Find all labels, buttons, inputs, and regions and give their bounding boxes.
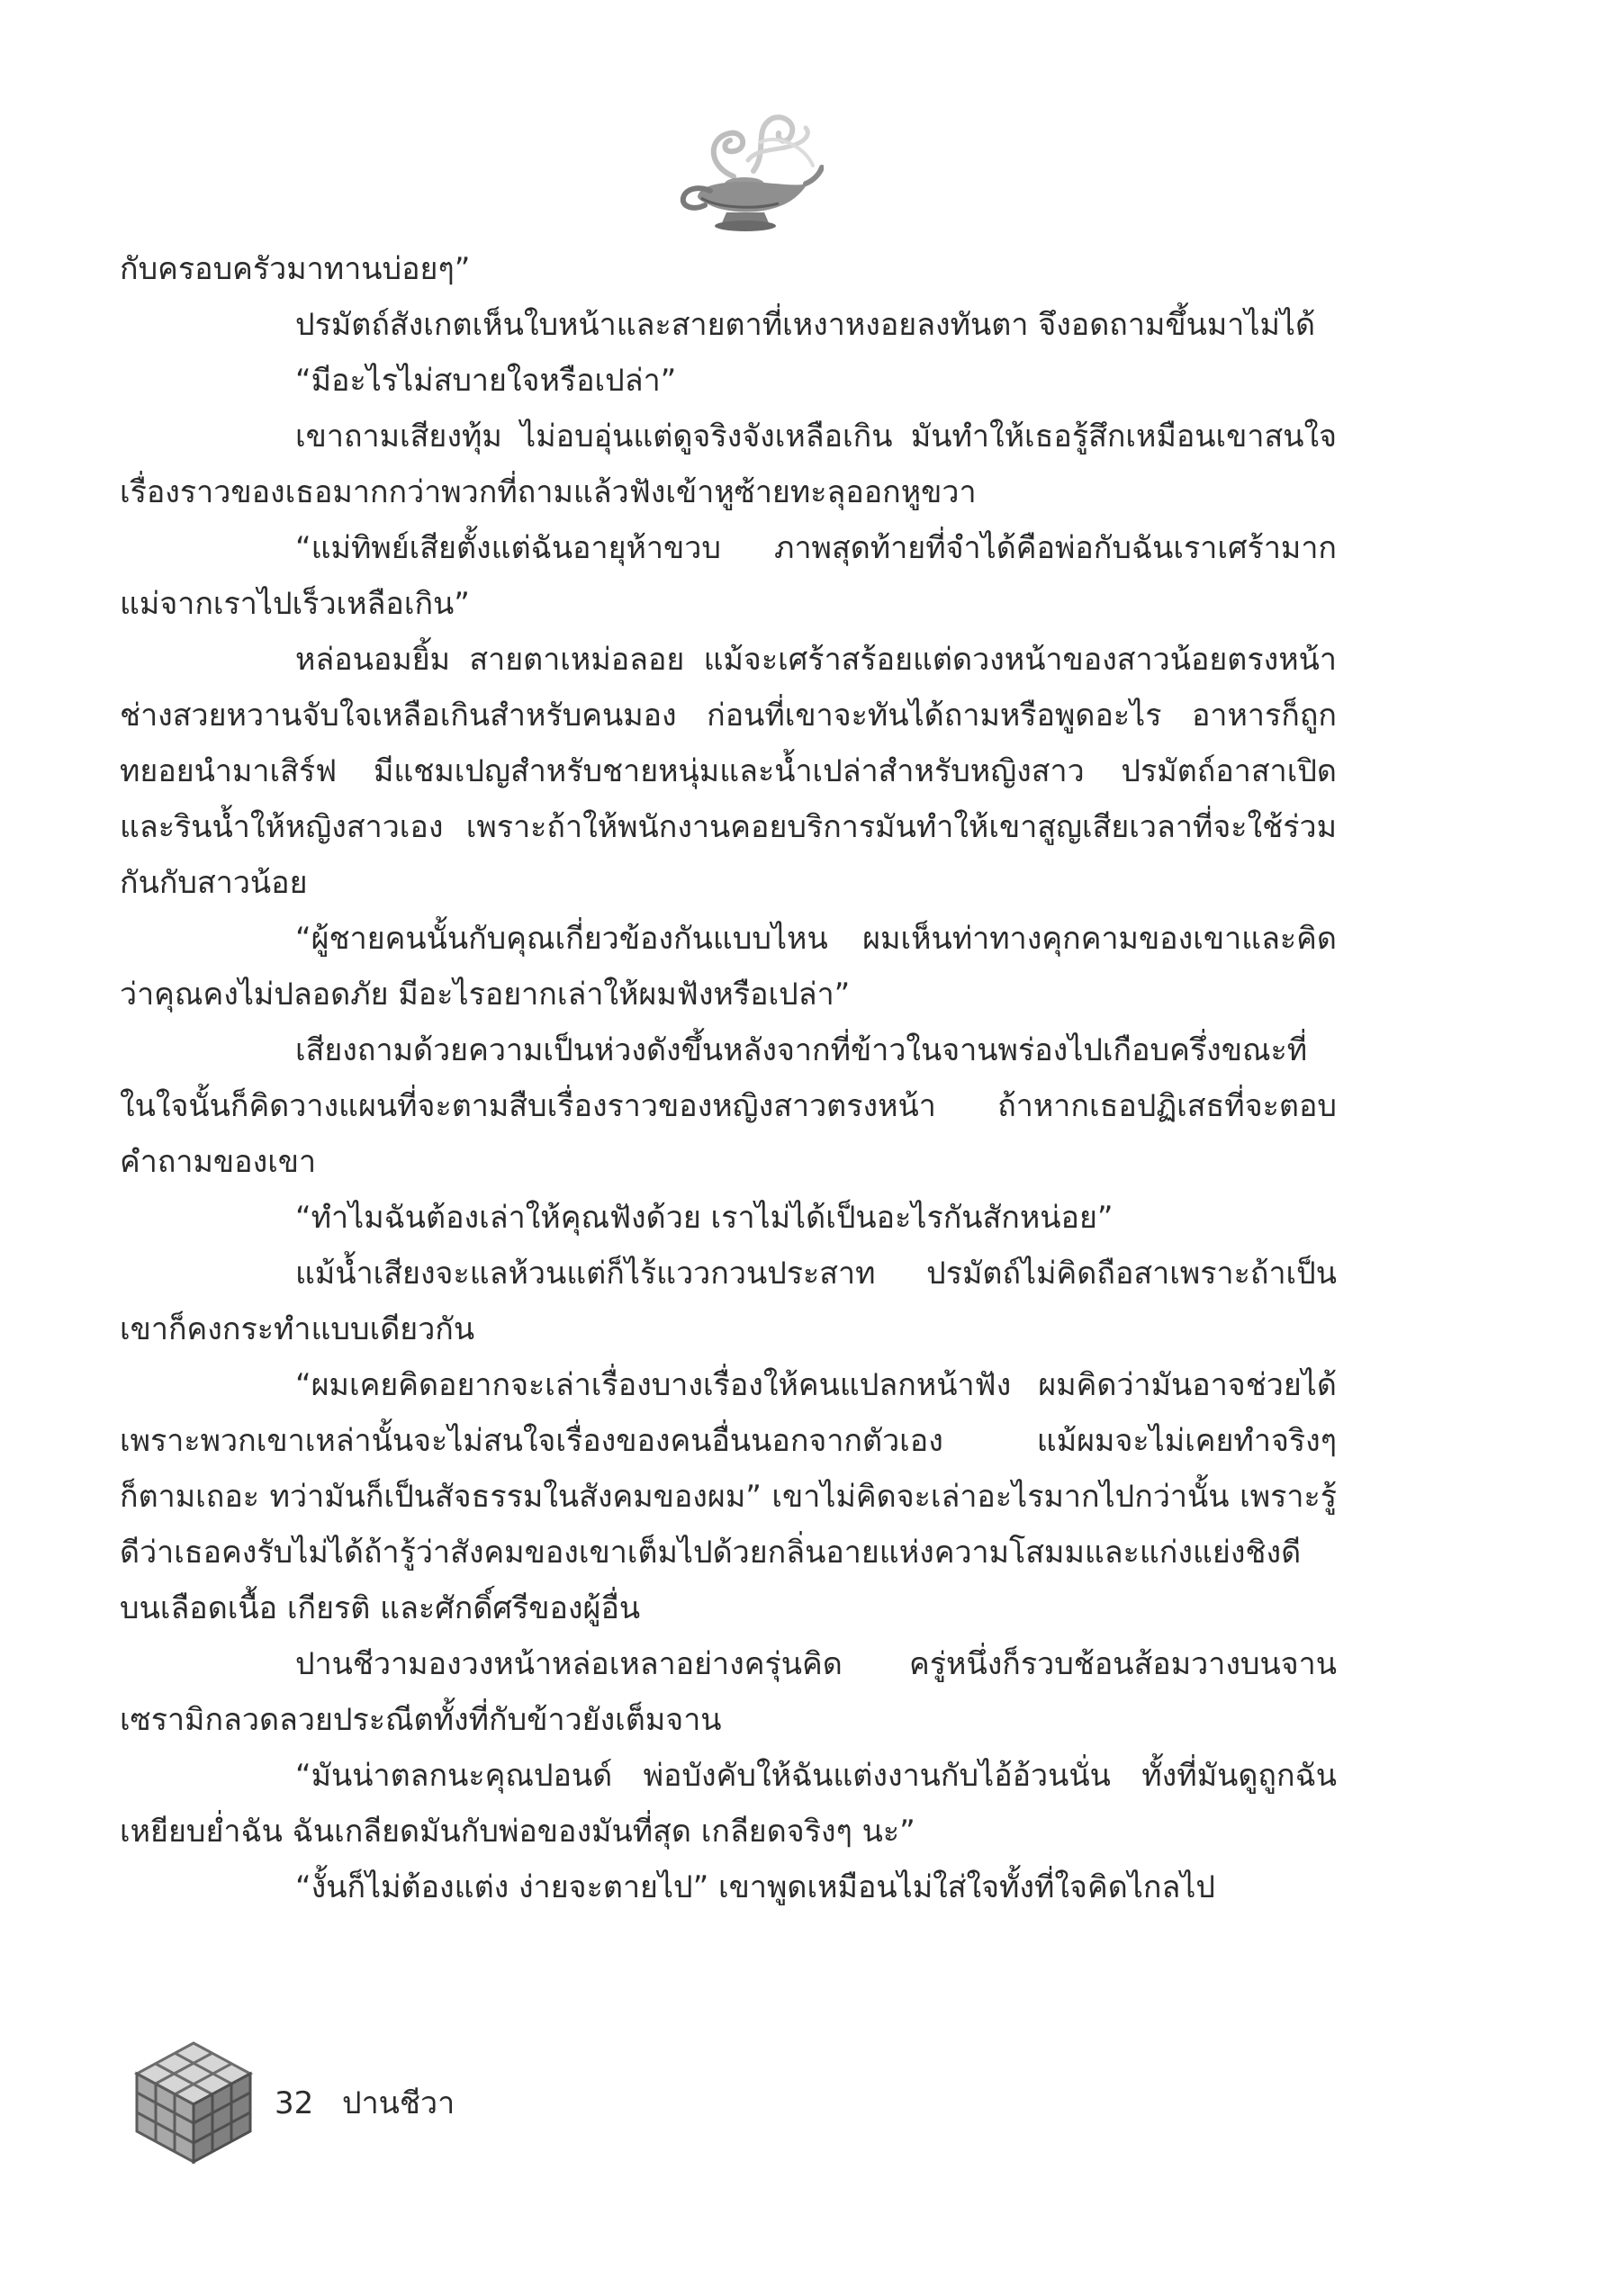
page-number: 32 [275, 2085, 314, 2121]
paragraph: เขาถามเสียงทุ้ม ไม่อบอุ่นแต่ดูจริงจังเหลือเกิน มันทำให้เธอรู้สึกเหมือนเขาสนใจเรื่องราวของเธอมากกว่าพวกที่ถามแล้วฟังเข้าหูซ้ายทะลุออกหูขวา [120, 419, 1337, 510]
paragraph: “ผู้ชายคนนั้นกับคุณเกี่ยวข้องกันแบบไหน ผมเห็นท่าทางคุกคามของเขาและคิดว่าคุณคงไม่ปลอดภัย มีอะไรอยากเล่าให้ผมฟังหรือเปล่า” [120, 921, 1337, 1013]
paragraph: “มันน่าตลกนะคุณปอนด์ พ่อบังคับให้ฉันแต่งงานกับไอ้อ้วนนั่น ทั้งที่มันดูถูกฉัน เหยียบย่ำฉัน ฉันเกลียดมันกับพ่อของมันที่สุด เกลียดจริงๆ นะ” [120, 1758, 1337, 1850]
paragraph: หล่อนอมยิ้ม สายตาเหม่อลอย แม้จะเศร้าสร้อยแต่ดวงหน้าของสาวน้อยตรงหน้าช่างสวยหวานจับใจเหลือเกินสำหรับคนมอง ก่อนที่เขาจะทันได้ถามหรือพูดอะไร อาหารก็ถูกทยอยนำมาเสิร์ฟ มีแชมเปญสำหรับชายหนุ่มและน้ำเปล่าสำหรับหญิงสาว ปรมัตถ์อาสาเปิดและรินน้ำให้หญิงสาวเอง เพราะถ้าให้พนักงานคอยบริการมันทำให้เขาสูญเสียเวลาที่จะใช้ร่วมกันกับสาวน้อย [120, 642, 1337, 901]
paragraph: กับครอบครัวมาทานบ่อยๆ” [120, 251, 471, 287]
paragraph: “ผมเคยคิดอยากจะเล่าเรื่องบางเรื่องให้คนแปลกหน้าฟัง ผมคิดว่ามันอาจช่วยได้ เพราะพวกเขาเหล่านั้นจะไม่สนใจเรื่องของคนอื่นนอกจากตัวเอง แม้ผมจะไม่เคยทำจริงๆ ก็ตามเถอะ ทว่ามันก็เป็นสัจธรรมในสังคมของผม” เขาไม่คิดจะเล่าอะไรมากไปกว่านั้น เพราะรู้ดีว่าเธอคงรับไม่ได้ถ้ารู้ว่าสังคมของเขาเต็มไปด้วยกลิ่นอายแห่งความโสมมและแก่งแย่งชิงดีบนเลือดเนื้อ เกียรติ และศักดิ์ศรีของผู้อื่น [120, 1367, 1337, 1626]
paragraph: ปรมัตถ์สังเกตเห็นใบหน้าและสายตาที่เหงาหงอยลงทันตา จึงอดถามขึ้นมาไม่ได้ [295, 307, 1316, 343]
paragraph: แม้น้ำเสียงจะแลห้วนแต่ก็ไร้แววกวนประสาท ปรมัตถ์ไม่คิดถือสาเพราะถ้าเป็นเขาก็คงกระทำแบบเดียวกัน [120, 1256, 1337, 1347]
paragraph: เสียงถามด้วยความเป็นห่วงดังขึ้นหลังจากที่ข้าวในจานพร่องไปเกือบครึ่งขณะที่ในใจนั้นก็คิดวางแผนที่จะตามสืบเรื่องราวของหญิงสาวตรงหน้า ถ้าหากเธอปฏิเสธที่จะตอบคำถามของเขา [120, 1032, 1337, 1180]
paragraph: “งั้นก็ไม่ต้องแต่ง ง่ายจะตายไป” เขาพูดเหมือนไม่ใส่ใจทั้งที่ใจคิดไกลไป [295, 1869, 1215, 1905]
story-text [120, 241, 1337, 1915]
page-footer [126, 2034, 666, 2169]
magic-lamp-icon [671, 106, 824, 241]
paragraph: “แม่ทิพย์เสียตั้งแต่ฉันอายุห้าขวบ ภาพสุดท้ายที่จำได้คือพ่อกับฉันเราเศร้ามาก แม่จากเราไปเร็วเหลือเกิน” [120, 530, 1337, 622]
paragraph: ปานชีวามองวงหน้าหล่อเหลาอย่างครุ่นคิด ครู่หนึ่งก็รวบช้อนส้อมวางบนจานเซรามิกลวดลวยประณีตทั้งที่กับข้าวยังเต็มจาน [120, 1646, 1337, 1738]
book-title: ปานชีวา [342, 2085, 455, 2121]
paragraph: “ทำไมฉันต้องเล่าให้คุณฟังด้วย เราไม่ได้เป็นอะไรกันสักหน่อย” [295, 1200, 1114, 1236]
paragraph: “มีอะไรไม่สบายใจหรือเปล่า” [295, 363, 677, 399]
rubiks-cube-icon [126, 2034, 261, 2169]
